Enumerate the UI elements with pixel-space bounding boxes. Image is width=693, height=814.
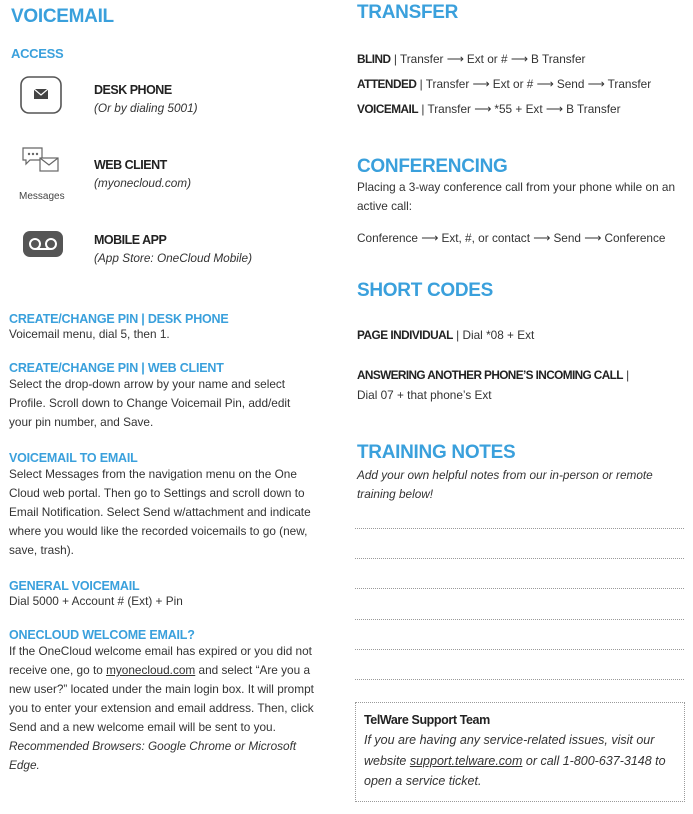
transfer-title: TRANSFER xyxy=(357,2,459,23)
conferencing-steps: Conference ⟶ Ext, #, or contact ⟶ Send ⟶ Conference xyxy=(357,231,666,245)
note-line[interactable] xyxy=(355,649,684,650)
section-voicemail-to-email-body: Select Messages from the navigation menu on the One Cloud web portal. Then go to Settings and scroll down to Email Notification. Select Send w/attachment and indicate where you would like the recorded voicemails to go (new, save, trash). xyxy=(9,467,311,557)
support-body-part2: or call 1-800-637-3148 to open a service ticket. xyxy=(364,753,666,788)
section-pin-desk-phone xyxy=(9,312,321,343)
access-web-client-subtitle: (myonecloud.com) xyxy=(94,176,192,190)
note-line[interactable] xyxy=(355,588,684,589)
access-desk-phone-title: DESK PHONE xyxy=(94,83,172,97)
transfer-voicemail-key: VOICEMAIL xyxy=(357,102,419,116)
note-line[interactable] xyxy=(355,528,684,529)
note-line[interactable] xyxy=(355,558,684,559)
welcome-body-part1: If the OneCloud welcome email has expired or you did not receive one, go to xyxy=(9,644,312,677)
note-line[interactable] xyxy=(355,679,684,680)
transfer-blind-key: BLIND xyxy=(357,52,391,66)
transfer-list xyxy=(357,47,687,122)
support-box xyxy=(355,702,685,802)
support-body xyxy=(364,730,676,792)
access-desk-phone xyxy=(9,74,321,120)
note-line[interactable] xyxy=(355,619,684,620)
section-welcome-email-body xyxy=(9,642,321,775)
access-web-client xyxy=(9,146,321,206)
page-individual-key: PAGE INDIVIDUAL xyxy=(357,328,453,342)
voicemail-title: VOICEMAIL xyxy=(11,6,114,27)
transfer-attended xyxy=(357,72,687,97)
section-general-voicemail-title: GENERAL VOICEMAIL xyxy=(9,579,140,593)
section-pin-web-client-body: Select the drop-down arrow by your name and select Profile. Scroll down to Change Voicemail Pin, add/edit your pin number, and Save. xyxy=(9,377,291,429)
section-general-voicemail xyxy=(9,579,321,610)
answering-value: Dial 07 + that phone’s Ext xyxy=(357,388,492,402)
section-pin-desk-phone-title: CREATE/CHANGE PIN | DESK PHONE xyxy=(9,312,229,326)
support-title: TelWare Support Team xyxy=(364,713,490,727)
access-mobile-app-subtitle: (App Store: OneCloud Mobile) xyxy=(94,251,253,265)
support-link[interactable]: support.telware.com xyxy=(409,753,523,768)
welcome-body-part2: and select “Are you a new user?” located under the main login box. It will prompt you to enter your extension and email address. Then, click Send and a new welcome email will be sent to you. xyxy=(9,663,314,734)
answering-pipe: | xyxy=(626,368,630,382)
transfer-voicemail-steps: | Transfer ⟶ *55 + Ext ⟶ B Transfer xyxy=(421,102,621,116)
messages-caption: Messages xyxy=(19,191,65,202)
section-welcome-email xyxy=(9,628,321,775)
transfer-voicemail xyxy=(357,97,687,122)
page-individual-value: | Dial *08 + Ext xyxy=(456,328,535,342)
access-mobile-app-title: MOBILE APP xyxy=(94,233,167,247)
section-pin-web-client xyxy=(9,361,314,432)
conferencing-title: CONFERENCING xyxy=(357,156,508,177)
transfer-blind-steps: | Transfer ⟶ Ext or # ⟶ B Transfer xyxy=(393,52,586,66)
section-pin-desk-phone-body: Voicemail menu, dial 5, then 1. xyxy=(9,327,170,341)
short-codes-title: SHORT CODES xyxy=(357,280,494,301)
voicemail-icon xyxy=(22,230,64,258)
transfer-blind xyxy=(357,47,687,72)
access-mobile-app xyxy=(9,228,321,274)
access-title: ACCESS xyxy=(11,46,64,61)
short-code-answering xyxy=(357,365,687,405)
envelope-icon xyxy=(20,76,62,114)
access-web-client-title: WEB CLIENT xyxy=(94,158,167,172)
recommended-browsers: Recommended Browsers: Google Chrome or Microsoft Edge. xyxy=(9,739,297,772)
support-body-part1: If you are having any service-related issues, visit our website xyxy=(364,733,655,768)
short-code-page-individual xyxy=(357,325,687,345)
section-pin-web-client-title: CREATE/CHANGE PIN | WEB CLIENT xyxy=(9,361,224,375)
section-voicemail-to-email xyxy=(9,451,317,560)
answering-key: ANSWERING ANOTHER PHONE’S INCOMING CALL xyxy=(357,368,623,382)
training-body: Add your own helpful notes from our in-person or remote training below! xyxy=(357,468,653,501)
transfer-attended-steps: | Transfer ⟶ Ext or # ⟶ Send ⟶ Transfer xyxy=(419,77,652,91)
section-general-voicemail-body: Dial 5000 + Account # (Ext) + Pin xyxy=(9,594,183,608)
messages-icon xyxy=(20,146,62,178)
transfer-attended-key: ATTENDED xyxy=(357,77,417,91)
training-title: TRAINING NOTES xyxy=(357,442,516,463)
myonecloud-link[interactable]: myonecloud.com xyxy=(106,663,196,677)
section-welcome-email-title: ONECLOUD WELCOME EMAIL? xyxy=(9,628,195,642)
section-voicemail-to-email-title: VOICEMAIL TO EMAIL xyxy=(9,451,138,465)
access-desk-phone-subtitle: (Or by dialing 5001) xyxy=(94,101,198,115)
conferencing-body: Placing a 3-way conference call from your phone while on an active call: xyxy=(357,180,676,213)
